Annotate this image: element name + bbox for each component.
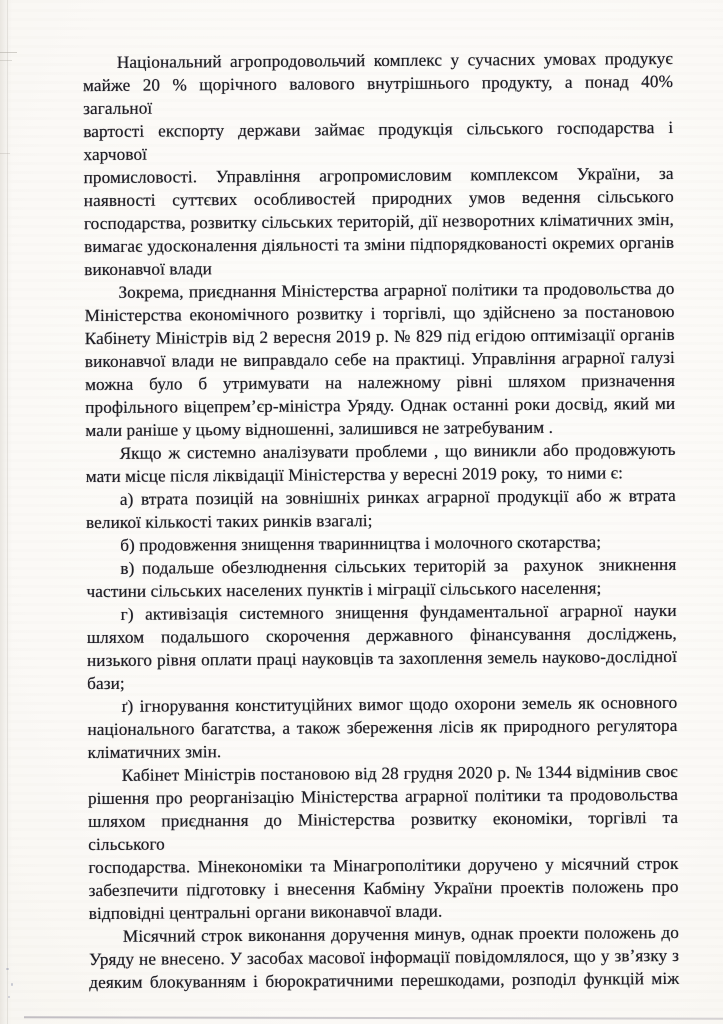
scan-ink-speck	[11, 983, 13, 986]
text-line: кліматичних змін.	[87, 742, 222, 763]
text-line: промисловості. Управління агропромисловим комплексом України, за	[83, 163, 674, 188]
text-line: г) активізація системного знищення фундаментальної аграрної науки	[120, 600, 677, 624]
paragraph	[83, 47, 675, 281]
paragraph	[88, 760, 679, 925]
text-line: бази;	[87, 673, 125, 694]
text-line: а) втрата позицій на зовнішніх ринках аграрної продукції або ж втрата	[119, 485, 676, 509]
text-line: Кабінет Міністрів постановою від 28 грудня 2020 р. № 1344 відмінив своє	[121, 761, 678, 785]
paragraph	[86, 553, 676, 603]
paragraph	[89, 921, 679, 994]
text-line: національного багатства, а також збереження лісів як природного регулятора	[87, 715, 678, 740]
text-line: майже 20 % щорічного валового внутрішнього продукту, а понад 40% загальної	[82, 71, 674, 119]
text-line: низького рівня оплати праці науковців та захоплення земель науково-дослідної	[86, 646, 678, 671]
paragraph	[85, 438, 675, 488]
text-line: великої кількості таких ринків взагалі;	[85, 511, 373, 533]
paragraph	[87, 599, 678, 695]
text-line: деяким блокуванням і бюрократичними перешкодами, розподіл функцій між	[89, 968, 680, 993]
scan-scratch	[0, 153, 10, 154]
text-line: вимагає удосконалення діяльності та зміни підпорядкованості окремих органів	[84, 232, 675, 257]
text-line: Кабінету Міністрів від 2 вересня 2019 р. № 829 під егідою оптимізації органів	[84, 324, 675, 349]
text-line: Місячний строк виконання доручення минув, однак проекти положень до	[122, 922, 679, 946]
text-line: мати місце після ліквідації Міністерства у вересні 2019 року, то ними є:	[85, 463, 624, 487]
document-text	[83, 47, 680, 994]
paragraph	[86, 484, 676, 534]
text-line: профільного віцепрем’єр-міністра Уряду. Однак останні роки досвід, який ми	[85, 393, 676, 418]
text-line: Національний агропродовольчий комплекс у сучасних умовах продукує	[116, 48, 673, 72]
paragraph	[84, 277, 675, 442]
text-line: виконавчої влади не виправдало себе на практиці. Управління аграрної галузі	[84, 347, 675, 372]
scan-scratch	[0, 60, 12, 61]
text-line: Уряду не внесено. У засобах масової інформації повідомлялося, що у зв’язку з	[88, 945, 680, 970]
text-line: виконавчої влади	[84, 259, 212, 280]
scan-ink-speck	[8, 996, 10, 998]
scan-ink-speck	[6, 968, 9, 970]
text-line: Міністерства економічного розвитку і торгівлі, що здійснено за постановою	[84, 301, 675, 326]
text-line: мали раніше у цьому відношенні, залишився не затребуваним .	[85, 417, 554, 441]
text-line: рішення про реорганізацію Міністерства аграрної політики та продовольства	[87, 784, 678, 809]
text-line: б) продовження знищення тваринництва і молочного скотарства;	[120, 532, 602, 555]
text-line: ґ) ігнорування конституційних вимог щодо охорони земель як основного	[121, 692, 678, 716]
text-line: Зокрема, приєднання Міністерства аграрної політики та продовольства до	[118, 278, 675, 302]
scan-bottom-edge	[24, 1016, 723, 1019]
scan-scratch	[0, 52, 17, 53]
text-line: господарства. Мінекономіки та Мінагрополітики доручено у місячний строк	[88, 853, 679, 878]
text-line: частини сільських населених пунктів і міграції сільського населення;	[86, 578, 602, 602]
text-line: Якщо ж системно аналізувати проблеми , що виникли або продовжують	[119, 439, 676, 463]
text-line: господарства, розвитку сільських територій, дії незворотних кліматичних змін,	[83, 209, 674, 234]
text-line: можна було б утримувати на належному рівні шляхом призначення	[84, 370, 676, 395]
text-line: забезпечити підготовку і внесення Кабміну України проектів положень про	[88, 876, 679, 901]
text-line: шляхом приєднання до Міністерства розвитку економіки, торгівлі та сільського	[88, 807, 679, 855]
text-line: наявності суттєвих особливостей природних умов ведення сільського	[83, 186, 674, 211]
text-line: вартості експорту держави займає продукція сільського господарства і харчової	[83, 117, 674, 165]
text-line: відповідні центральні органи виконавчої влади.	[88, 901, 443, 924]
text-line: в) подальше обезлюднення сільських територій за рахунок зникнення	[120, 554, 677, 578]
text-line: шляхом подальшого скорочення державного фінансування досліджень,	[86, 623, 677, 648]
paragraph	[87, 691, 677, 764]
